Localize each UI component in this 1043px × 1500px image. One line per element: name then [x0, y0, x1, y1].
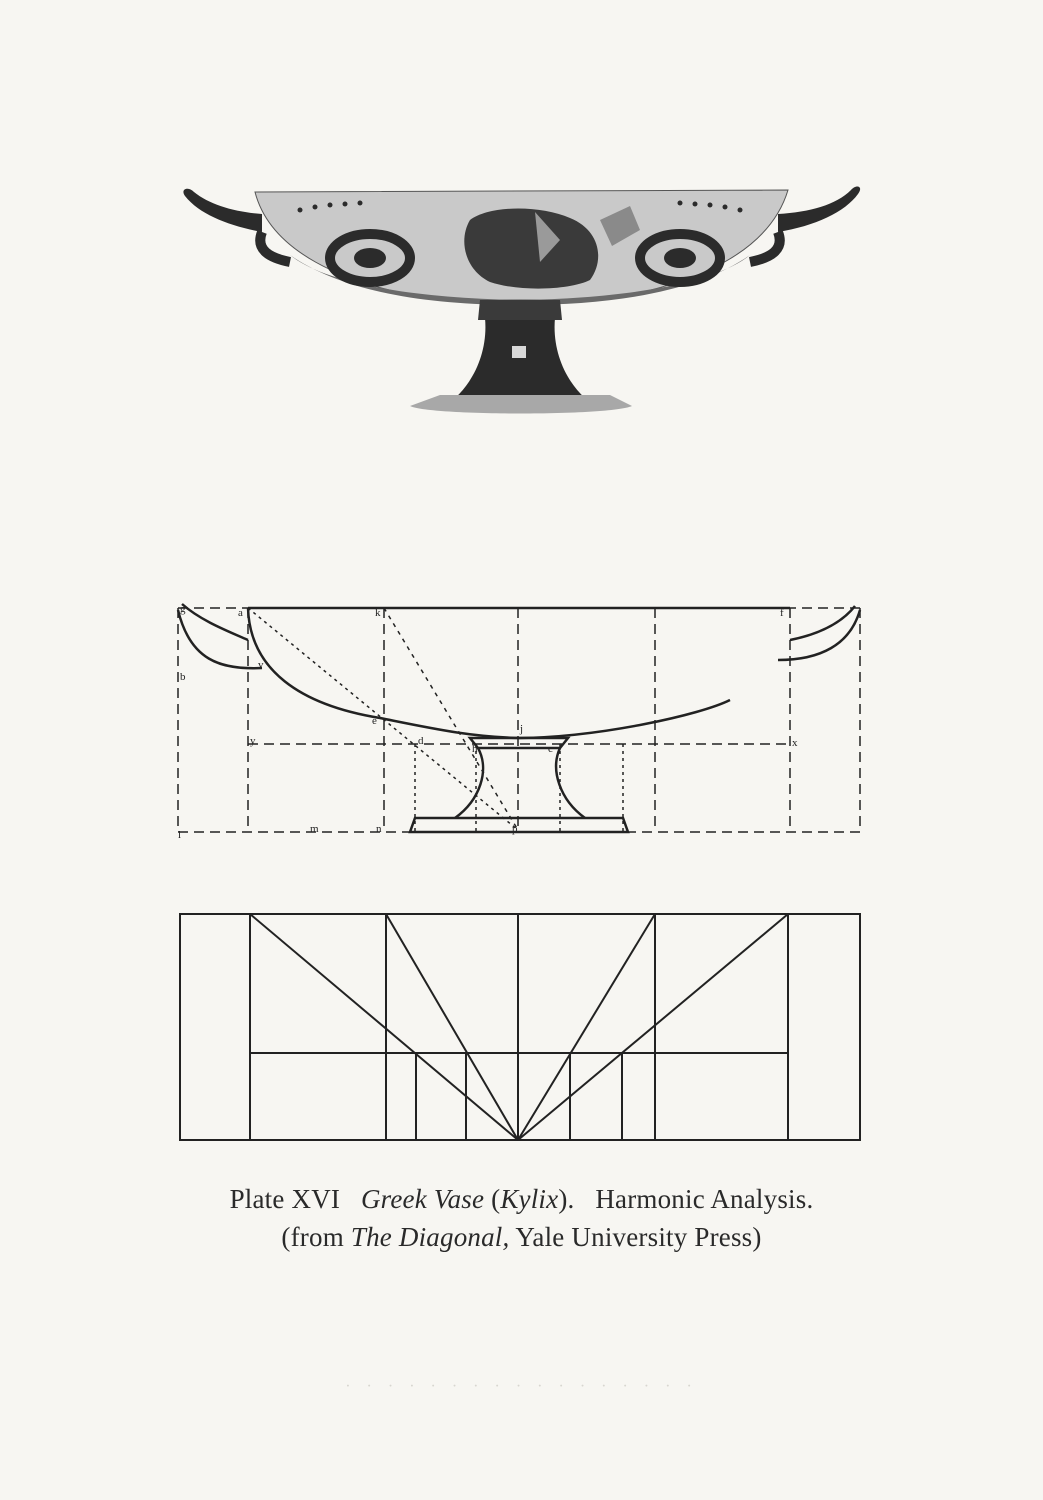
- label-e: e: [372, 715, 377, 727]
- plate-label: Plate XVI: [229, 1184, 341, 1214]
- label-c: c: [548, 743, 553, 755]
- label-v: v: [258, 659, 264, 671]
- plate-caption: [0, 1180, 1043, 1256]
- label-g: g: [180, 603, 186, 615]
- caption-book-title: The Diagonal,: [350, 1222, 510, 1252]
- caption-from: (from: [281, 1222, 351, 1252]
- label-n: n: [376, 823, 382, 835]
- caption-line-1: [0, 1180, 1043, 1218]
- label-k: k: [375, 607, 381, 619]
- label-y: y: [250, 735, 256, 747]
- label-j: j: [520, 723, 524, 735]
- caption-analysis: Harmonic Analysis.: [595, 1184, 814, 1214]
- caption-title: Greek Vase: [360, 1184, 485, 1214]
- label-x: x: [792, 737, 798, 749]
- label-f: f: [780, 607, 784, 619]
- caption-paren-open: (: [491, 1184, 501, 1214]
- caption-paren-close: ).: [558, 1184, 575, 1214]
- label-b: b: [180, 671, 186, 683]
- caption-publisher: Yale University Press): [509, 1222, 762, 1252]
- bleed-through-text: · · · · · · · · · · · · · · · · ·: [345, 1378, 698, 1395]
- label-h: h: [472, 743, 478, 755]
- label-p: p: [512, 823, 518, 835]
- label-l: l: [178, 829, 182, 841]
- label-m: m: [310, 823, 319, 835]
- label-d: d: [418, 735, 424, 747]
- caption-line-2: [0, 1218, 1043, 1256]
- label-a: a: [238, 607, 243, 619]
- caption-kylix: Kylix: [500, 1184, 559, 1214]
